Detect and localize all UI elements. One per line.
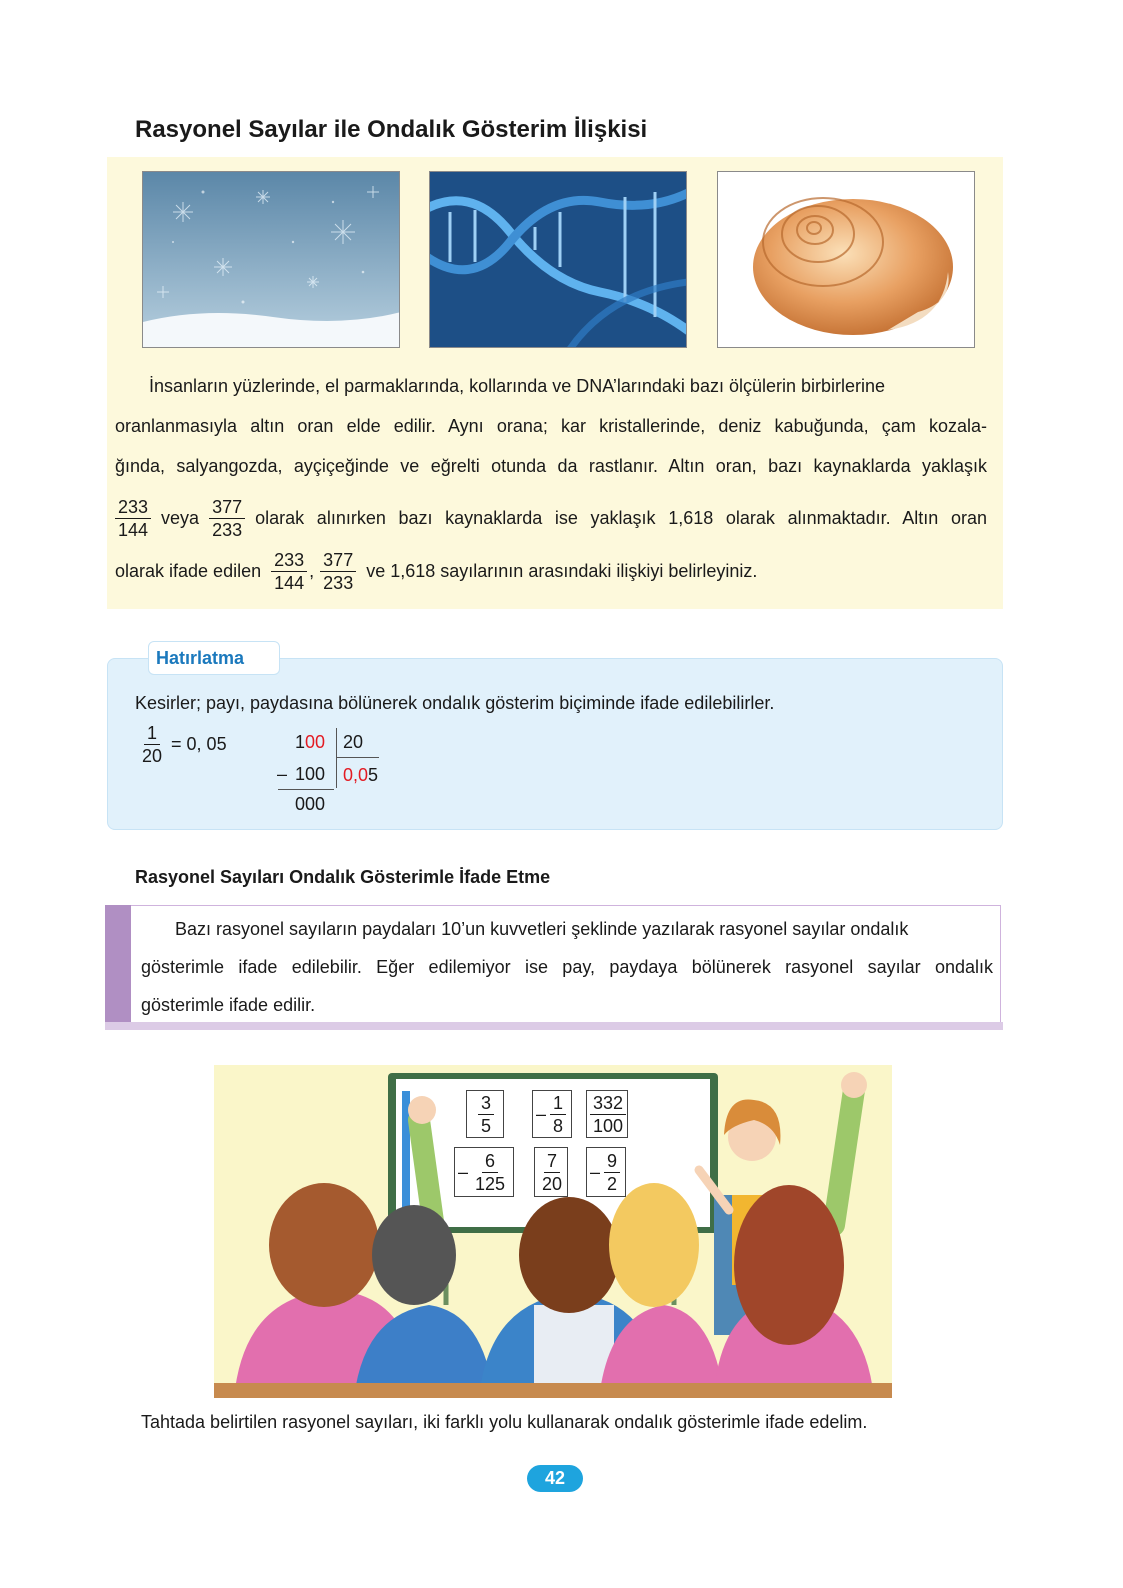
- board-card-4: – $\frac{6}{125}$: [454, 1147, 514, 1197]
- reminder-text: Kesirler; payı, paydasına bölünerek ondalık gösterim biçiminde ifade edilebilirler.: [135, 693, 775, 713]
- fraction-377-233: $\frac{377}{233}$: [209, 496, 245, 541]
- intro-line-5-start: olarak ifade edilen: [115, 561, 262, 581]
- board-card-3: $\frac{332}{100}$: [586, 1090, 628, 1138]
- page-title: Rasyonel Sayılar ile Ondalık Gösterim İlişkisi: [135, 116, 648, 143]
- dna-image: [429, 171, 687, 348]
- board-card-1: $\frac{3}{5}$: [466, 1090, 504, 1138]
- veya-text: veya: [161, 508, 200, 528]
- intro-line-5: [115, 549, 757, 594]
- division-quotient: 0,05: [343, 765, 379, 785]
- intro-line-3: ğında, salyangozda, ayçiçeğinde ve eğrelti otunda da rastlanır. Altın oran, bazı kaynaklarda yaklaşık: [115, 456, 987, 476]
- division-subtrahend: 100: [295, 764, 326, 784]
- intro-line-4: [115, 496, 987, 541]
- fraction-1-20: $\frac{1}{20}$: [142, 723, 163, 766]
- page-number: 42: [527, 1465, 583, 1492]
- board-card-5: $\frac{7}{20}$: [534, 1147, 568, 1197]
- board-card-6: – $\frac{9}{2}$: [586, 1147, 626, 1197]
- section-subtitle: Rasyonel Sayıları Ondalık Gösterimle İfade Etme: [135, 867, 551, 887]
- info-accent-bar: [105, 905, 131, 1030]
- comma: ,: [309, 561, 315, 581]
- intro-line-2: oranlanmasıyla altın oran elde edilir. Aynı orana; kar kristallerinde, deniz kabuğunda, çam kozala-: [115, 416, 987, 436]
- reminder-tab: Hatırlatma: [148, 641, 280, 675]
- reminder-equation: [135, 722, 227, 767]
- fraction-233-144-b: $\frac{233}{144}$: [271, 549, 307, 594]
- division-divisor: 20: [343, 732, 364, 752]
- division-dividend: 100: [295, 732, 326, 752]
- division-sub-line: [278, 789, 334, 790]
- division-vertical-line: [336, 728, 337, 788]
- info-line-1: Bazı rasyonel sayıların paydaları 10’un kuvvetleri şeklinde yazılarak rasyonel sayılar ondalık: [175, 919, 909, 939]
- division-divisor-line: [337, 757, 379, 758]
- caption: Tahtada belirtilen rasyonel sayıları, iki farklı yolu kullanarak ondalık gösterimle ifade edelim.: [141, 1412, 868, 1432]
- snowflakes-image: [142, 171, 400, 348]
- reminder-box: [107, 658, 1003, 830]
- info-line-2: gösterimle ifade edilebilir. Eğer edilemiyor ise pay, paydaya bölünerek rasyonel sayılar ondalık: [141, 957, 993, 977]
- intro-line-5-rest: ve 1,618 sayılarının arasındaki ilişkiyi belirleyiniz.: [366, 561, 758, 581]
- fraction-233-144: $\frac{233}{144}$: [115, 496, 151, 541]
- classroom-illustration: [214, 1065, 892, 1398]
- board-card-2: – $\frac{1}{8}$: [532, 1090, 572, 1138]
- equation-result: = 0, 05: [171, 734, 227, 754]
- division-remainder: 000: [295, 794, 326, 814]
- fraction-377-233-b: $\frac{377}{233}$: [320, 549, 356, 594]
- intro-line-4-text: olarak alınırken bazı kaynaklarda ise yaklaşık 1,618 olarak alınmaktadır. Altın oran: [255, 508, 987, 528]
- division-minus: –: [277, 764, 288, 784]
- seashell-image: [717, 171, 975, 348]
- info-line-3: gösterimle ifade edilir.: [141, 995, 316, 1015]
- intro-line-1: İnsanların yüzlerinde, el parmaklarında, kollarında ve DNA’larındaki bazı ölçülerin birbirlerine: [149, 376, 886, 396]
